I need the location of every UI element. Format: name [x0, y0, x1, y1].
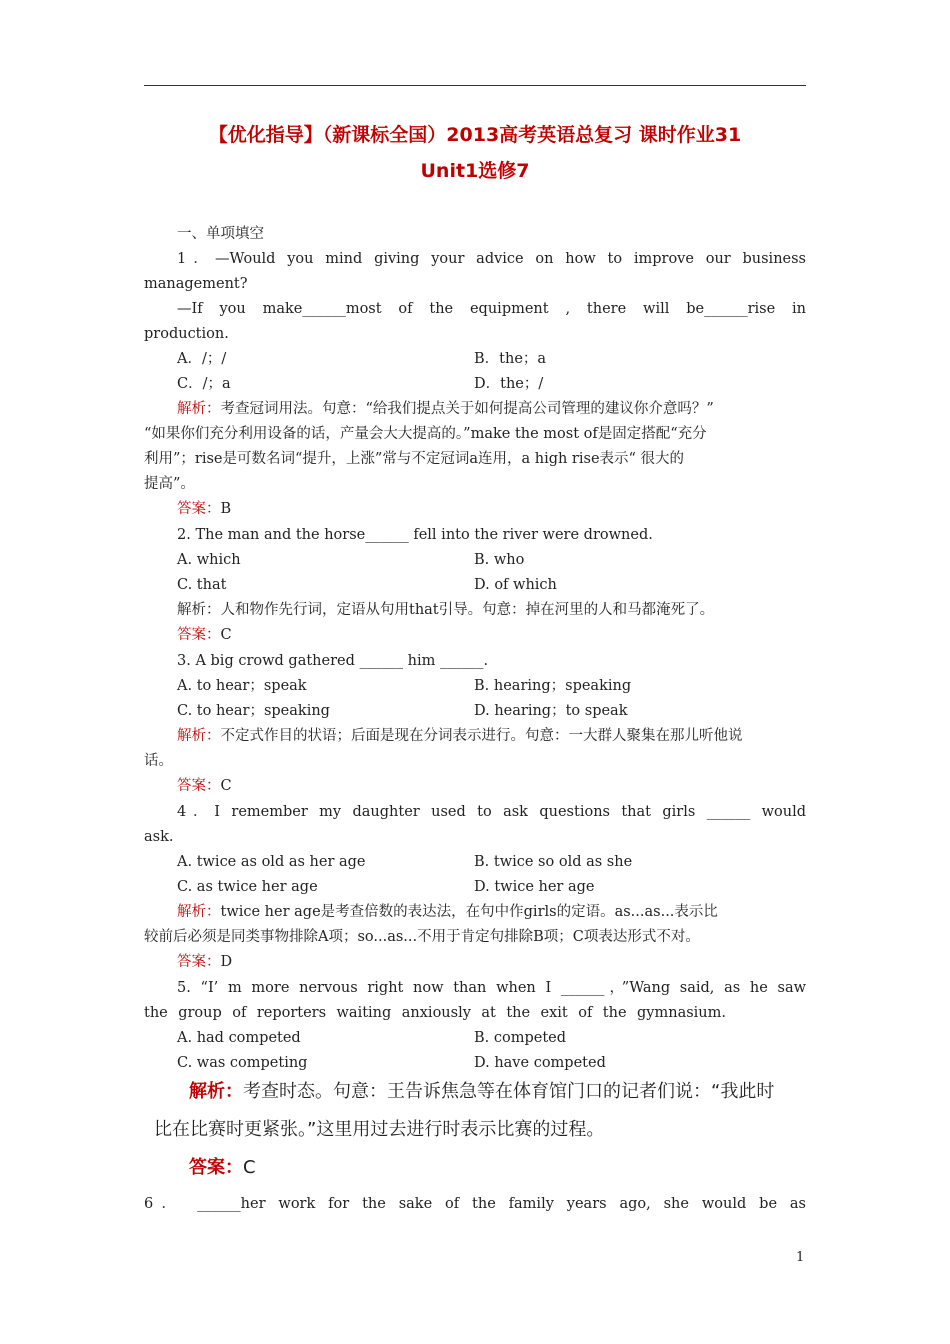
q3-option-b: B. hearing；speaking: [474, 678, 632, 694]
q5-stem-2: the group of reporters waiting anxiously at the exit of the gymnasium.: [144, 1005, 726, 1021]
q2-option-a: A. which: [177, 552, 241, 568]
analysis-label: 解析：: [177, 904, 221, 920]
q1-analysis-1: 解析：考查冠词用法。句意：“给我们提点关于如何提高公司管理的建议你介意吗？”: [177, 401, 714, 417]
q4-analysis-1: 解析：twice her age是考查倍数的表达法，在句中作girls的定语。as...as...表示比: [177, 904, 718, 920]
q4-option-a: A. twice as old as her age: [177, 854, 366, 870]
q5-analysis-2: 比在比赛时更紧张。”这里用过去进行时表示比赛的过程。: [154, 1119, 605, 1140]
q3-stem: 3. A big crowd gathered ______ him ______.: [177, 653, 489, 669]
analysis-label: 解析：: [177, 728, 221, 744]
q3-option-d: D. hearing；to speak: [474, 703, 628, 719]
q3-analysis-2: 话。: [144, 753, 173, 769]
q3-answer: 答案：C: [177, 778, 232, 794]
q1-analysis-2: “如果你们充分利用设备的话，产量会大大提高的。”make the most of是固定搭配“充分: [144, 426, 707, 442]
q6-stem-1: 6． ______her work for the sake of the family years ago, she would be as: [144, 1196, 806, 1212]
q4-answer: 答案：D: [177, 954, 233, 970]
q1-option-a: A．/；/: [177, 351, 227, 367]
q1-option-d: D．the；/: [474, 376, 544, 392]
q2-option-b: B. who: [474, 552, 525, 568]
q5-analysis-1: 解析：考查时态。句意：王告诉焦急等在体育馆门口的记者们说：“我此时: [189, 1081, 775, 1102]
q4-option-d: D. twice her age: [474, 879, 595, 895]
q1-stem-2: management?: [144, 276, 248, 292]
answer-label: 答案：: [177, 501, 221, 517]
q4-stem-1: 4．I remember my daughter used to ask questions that girls ______ would: [177, 804, 806, 820]
q1-stem-4: production.: [144, 326, 229, 342]
q2-analysis: 解析：人和物作先行词，定语从句用that引导。句意：掉在河里的人和马都淹死了。: [177, 602, 715, 618]
q4-option-b: B. twice so old as she: [474, 854, 633, 870]
q3-option-a: A. to hear；speak: [177, 678, 307, 694]
q4-analysis-2: 较前后必须是同类事物排除A项；so...as...不用于肯定句排除B项；C项表达形式不对。: [144, 929, 700, 945]
q4-option-c: C. as twice her age: [177, 879, 318, 895]
section-heading: 一、单项填空: [177, 226, 264, 242]
q1-stem-3: —If you make______most of the equipment , there will be______rise in: [177, 301, 806, 317]
q1-option-b: B．the；a: [474, 351, 547, 367]
q5-option-d: D. have competed: [474, 1055, 606, 1071]
answer-label: 答案：: [177, 627, 221, 643]
q5-option-a: A. had competed: [177, 1030, 301, 1046]
q1-analysis-4: 提高”。: [144, 476, 195, 492]
answer-label: 答案：: [177, 778, 221, 794]
q4-stem-2: ask.: [144, 829, 174, 845]
analysis-label: 解析：: [177, 602, 221, 618]
analysis-label: 解析：: [189, 1081, 243, 1102]
q1-option-c: C．/；a: [177, 376, 231, 392]
page-title-line2: Unit1选修7: [420, 160, 530, 182]
q5-stem-1: 5. “I’ m more nervous right now than when I ______，”Wang said, as he saw: [177, 980, 806, 996]
q2-answer: 答案：C: [177, 627, 232, 643]
answer-label: 答案：: [177, 954, 221, 970]
q2-option-c: C. that: [177, 577, 227, 593]
q3-analysis-1: 解析：不定式作目的状语；后面是现在分词表示进行。句意：一大群人聚集在那儿听他说: [177, 728, 743, 744]
q2-option-d: D. of which: [474, 577, 557, 593]
answer-label: 答案：: [189, 1157, 243, 1178]
header-rule: [144, 85, 806, 86]
q5-answer: 答案：C: [189, 1157, 256, 1178]
q5-option-c: C. was competing: [177, 1055, 308, 1071]
q1-stem-1: 1．—Would you mind giving your advice on how to improve our business: [177, 251, 806, 267]
page-title-line1: 【优化指导】（新课标全国）2013高考英语总复习 课时作业31: [208, 124, 742, 146]
q1-answer: 答案：B: [177, 501, 232, 517]
analysis-label: 解析：: [177, 401, 221, 417]
q5-option-b: B. competed: [474, 1030, 567, 1046]
q1-analysis-3: 利用”；rise是可数名词“提升，上涨”常与不定冠词a连用，a high rise表示“ 很大的: [144, 451, 685, 467]
q2-stem: 2. The man and the horse______ fell into the river were drowned.: [177, 527, 653, 543]
page-number: 1: [796, 1250, 805, 1265]
q3-option-c: C. to hear；speaking: [177, 703, 330, 719]
